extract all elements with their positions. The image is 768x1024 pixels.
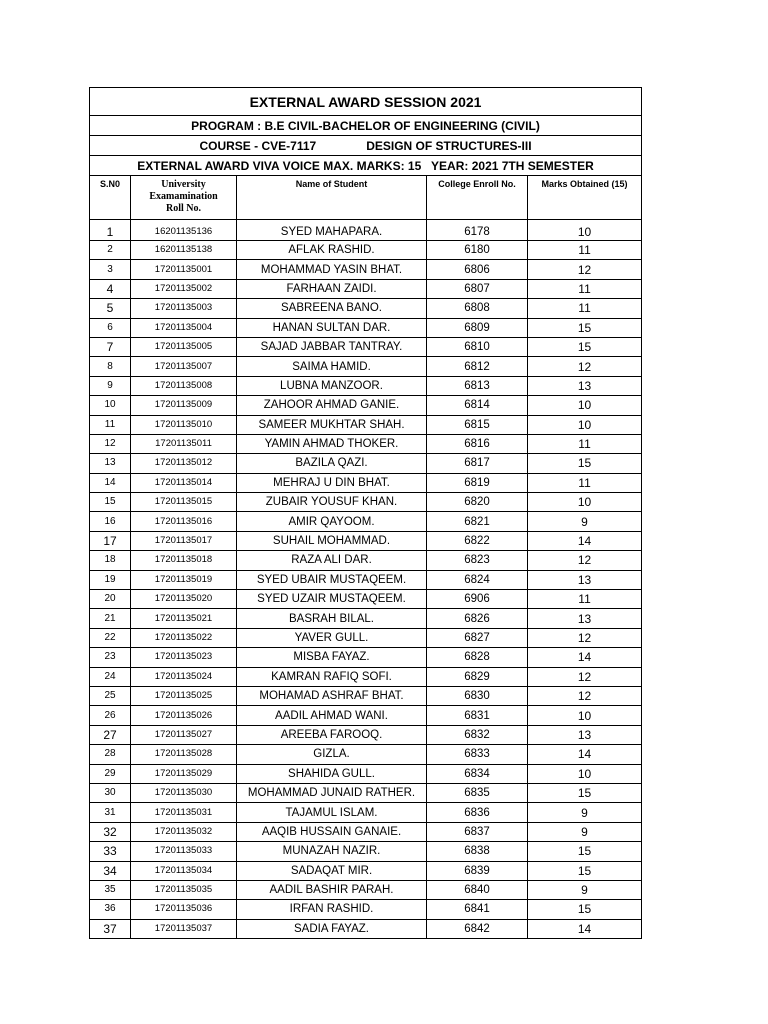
enroll-number-cell: 6829	[427, 667, 528, 686]
marks-cell: 12	[528, 260, 642, 279]
table-row	[90, 454, 642, 473]
marks-cell: 12	[528, 686, 642, 705]
col-name-header: Name of Student	[237, 176, 427, 220]
table-row	[90, 783, 642, 802]
course-line	[90, 136, 642, 156]
roll-number-cell: 17201135008	[131, 376, 237, 395]
roll-number-cell: 17201135005	[131, 337, 237, 356]
enroll-number-cell: 6840	[427, 880, 528, 899]
course-name: DESIGN OF STRUCTURES-III	[366, 138, 532, 153]
table-row	[90, 220, 642, 241]
enroll-number-cell: 6806	[427, 260, 528, 279]
sno-cell: 15	[90, 493, 131, 512]
enroll-number-cell: 6821	[427, 512, 528, 531]
enroll-number-cell: 6833	[427, 745, 528, 764]
table-row	[90, 299, 642, 318]
marks-cell: 10	[528, 764, 642, 783]
roll-number-cell: 17201135022	[131, 628, 237, 647]
student-name-cell: IRFAN RASHID.	[237, 900, 427, 919]
enroll-number-cell: 6837	[427, 822, 528, 841]
student-name-cell: YAVER GULL.	[237, 628, 427, 647]
student-name-cell: MEHRAJ U DIN BHAT.	[237, 473, 427, 492]
student-name-cell: SADAQAT MIR.	[237, 861, 427, 880]
roll-number-cell: 17201135024	[131, 667, 237, 686]
enroll-number-cell: 6817	[427, 454, 528, 473]
student-name-cell: LUBNA MANZOOR.	[237, 376, 427, 395]
marks-cell: 13	[528, 570, 642, 589]
marks-cell: 14	[528, 919, 642, 938]
table-row	[90, 628, 642, 647]
table-row	[90, 512, 642, 531]
student-name-cell: RAZA ALI DAR.	[237, 551, 427, 570]
sno-cell: 4	[90, 279, 131, 298]
student-name-cell: KAMRAN RAFIQ SOFI.	[237, 667, 427, 686]
table-row	[90, 551, 642, 570]
marks-cell: 10	[528, 396, 642, 415]
sno-cell: 9	[90, 376, 131, 395]
enroll-number-cell: 6814	[427, 396, 528, 415]
enroll-number-cell: 6835	[427, 783, 528, 802]
enroll-number-cell: 6831	[427, 706, 528, 725]
table-row	[90, 473, 642, 492]
marks-cell: 11	[528, 434, 642, 453]
marks-cell: 11	[528, 279, 642, 298]
table-row	[90, 260, 642, 279]
enroll-number-cell: 6815	[427, 415, 528, 434]
student-name-cell: MOHAMMAD JUNAID RATHER.	[237, 783, 427, 802]
student-name-cell: AADIL BASHIR PARAH.	[237, 880, 427, 899]
sno-cell: 11	[90, 415, 131, 434]
student-name-cell: BAZILA QAZI.	[237, 454, 427, 473]
sno-cell: 14	[90, 473, 131, 492]
marks-cell: 10	[528, 415, 642, 434]
marks-cell: 15	[528, 900, 642, 919]
viva-line: EXTERNAL AWARD VIVA VOICE MAX. MARKS: 15 YEAR: 2021 7TH SEMESTER	[90, 156, 642, 176]
marks-cell: 12	[528, 667, 642, 686]
roll-number-cell: 17201135002	[131, 279, 237, 298]
marks-cell: 12	[528, 551, 642, 570]
table-row	[90, 357, 642, 376]
roll-number-cell: 17201135007	[131, 357, 237, 376]
sno-cell: 36	[90, 900, 131, 919]
table-row	[90, 590, 642, 609]
student-name-cell: YAMIN AHMAD THOKER.	[237, 434, 427, 453]
marks-cell: 15	[528, 783, 642, 802]
roll-number-cell: 16201135138	[131, 241, 237, 260]
roll-number-cell: 17201135012	[131, 454, 237, 473]
sno-cell: 2	[90, 241, 131, 260]
marks-cell: 13	[528, 725, 642, 744]
student-name-cell: SUHAIL MOHAMMAD.	[237, 531, 427, 550]
student-name-cell: HANAN SULTAN DAR.	[237, 318, 427, 337]
roll-number-cell: 17201135021	[131, 609, 237, 628]
sno-cell: 6	[90, 318, 131, 337]
roll-number-cell: 17201135026	[131, 706, 237, 725]
enroll-number-cell: 6842	[427, 919, 528, 938]
enroll-number-cell: 6834	[427, 764, 528, 783]
table-row	[90, 241, 642, 260]
sno-cell: 16	[90, 512, 131, 531]
enroll-number-cell: 6827	[427, 628, 528, 647]
student-name-cell: MUNAZAH NAZIR.	[237, 842, 427, 861]
marks-cell: 9	[528, 822, 642, 841]
student-name-cell: AFLAK RASHID.	[237, 241, 427, 260]
sno-cell: 10	[90, 396, 131, 415]
table-row	[90, 764, 642, 783]
enroll-number-cell: 6816	[427, 434, 528, 453]
table-row	[90, 686, 642, 705]
roll-number-cell: 17201135019	[131, 570, 237, 589]
enroll-number-cell: 6830	[427, 686, 528, 705]
student-name-cell: AREEBA FAROOQ.	[237, 725, 427, 744]
student-name-cell: SAMEER MUKHTAR SHAH.	[237, 415, 427, 434]
table-row	[90, 648, 642, 667]
marks-cell: 15	[528, 842, 642, 861]
roll-number-cell: 17201135016	[131, 512, 237, 531]
col-roll-header: University Examamination Roll No.	[131, 176, 237, 220]
sno-cell: 33	[90, 842, 131, 861]
roll-number-cell: 17201135010	[131, 415, 237, 434]
student-name-cell: MISBA FAYAZ.	[237, 648, 427, 667]
table-row	[90, 415, 642, 434]
enroll-number-cell: 6809	[427, 318, 528, 337]
table-row	[90, 900, 642, 919]
table-row	[90, 376, 642, 395]
enroll-number-cell: 6841	[427, 900, 528, 919]
table-row	[90, 434, 642, 453]
enroll-number-cell: 6178	[427, 220, 528, 241]
marks-cell: 10	[528, 493, 642, 512]
sno-cell: 12	[90, 434, 131, 453]
roll-number-cell: 17201135011	[131, 434, 237, 453]
student-name-cell: SAJAD JABBAR TANTRAY.	[237, 337, 427, 356]
marks-cell: 15	[528, 318, 642, 337]
roll-number-cell: 17201135003	[131, 299, 237, 318]
sno-cell: 21	[90, 609, 131, 628]
student-name-cell: SADIA FAYAZ.	[237, 919, 427, 938]
enroll-number-cell: 6823	[427, 551, 528, 570]
roll-number-cell: 17201135032	[131, 822, 237, 841]
table-row	[90, 396, 642, 415]
table-row	[90, 880, 642, 899]
table-row	[90, 279, 642, 298]
program-line: PROGRAM : B.E CIVIL-BACHELOR OF ENGINEERING (CIVIL)	[90, 116, 642, 136]
sno-cell: 19	[90, 570, 131, 589]
enroll-number-cell: 6906	[427, 590, 528, 609]
sno-cell: 29	[90, 764, 131, 783]
sno-cell: 28	[90, 745, 131, 764]
enroll-number-cell: 6813	[427, 376, 528, 395]
enroll-number-cell: 6820	[427, 493, 528, 512]
student-name-cell: SYED MAHAPARA.	[237, 220, 427, 241]
sno-cell: 35	[90, 880, 131, 899]
marks-cell: 14	[528, 531, 642, 550]
student-name-cell: FARHAAN ZAIDI.	[237, 279, 427, 298]
document-title: EXTERNAL AWARD SESSION 2021	[90, 88, 642, 116]
table-row	[90, 803, 642, 822]
roll-number-cell: 17201135035	[131, 880, 237, 899]
sno-cell: 22	[90, 628, 131, 647]
student-name-cell: AAQIB HUSSAIN GANAIE.	[237, 822, 427, 841]
table-row	[90, 667, 642, 686]
enroll-number-cell: 6180	[427, 241, 528, 260]
sno-cell: 34	[90, 861, 131, 880]
roll-number-cell: 17201135018	[131, 551, 237, 570]
roll-number-cell: 17201135028	[131, 745, 237, 764]
col-enroll-header: College Enroll No.	[427, 176, 528, 220]
table-row	[90, 570, 642, 589]
enroll-number-cell: 6810	[427, 337, 528, 356]
roll-number-cell: 17201135014	[131, 473, 237, 492]
roll-number-cell: 17201135027	[131, 725, 237, 744]
enroll-number-cell: 6836	[427, 803, 528, 822]
sno-cell: 5	[90, 299, 131, 318]
enroll-number-cell: 6808	[427, 299, 528, 318]
marks-cell: 12	[528, 357, 642, 376]
enroll-number-cell: 6826	[427, 609, 528, 628]
roll-number-cell: 17201135020	[131, 590, 237, 609]
roll-number-cell: 17201135009	[131, 396, 237, 415]
student-name-cell: GIZLA.	[237, 745, 427, 764]
table-row	[90, 493, 642, 512]
student-name-cell: SYED UBAIR MUSTAQEEM.	[237, 570, 427, 589]
marks-cell: 14	[528, 745, 642, 764]
student-name-cell: BASRAH BILAL.	[237, 609, 427, 628]
table-row	[90, 822, 642, 841]
marks-cell: 10	[528, 220, 642, 241]
sno-cell: 26	[90, 706, 131, 725]
roll-number-cell: 17201135004	[131, 318, 237, 337]
sno-cell: 17	[90, 531, 131, 550]
roll-number-cell: 16201135136	[131, 220, 237, 241]
enroll-number-cell: 6838	[427, 842, 528, 861]
sno-cell: 1	[90, 220, 131, 241]
student-name-cell: SYED UZAIR MUSTAQEEM.	[237, 590, 427, 609]
table-row	[90, 318, 642, 337]
marks-cell: 10	[528, 706, 642, 725]
col-marks-header: Marks Obtained (15)	[528, 176, 642, 220]
student-name-cell: ZAHOOR AHMAD GANIE.	[237, 396, 427, 415]
sno-cell: 31	[90, 803, 131, 822]
enroll-number-cell: 6839	[427, 861, 528, 880]
sno-cell: 24	[90, 667, 131, 686]
student-name-cell: MOHAMMAD YASIN BHAT.	[237, 260, 427, 279]
roll-number-cell: 17201135015	[131, 493, 237, 512]
marks-cell: 15	[528, 454, 642, 473]
sno-cell: 13	[90, 454, 131, 473]
sno-cell: 32	[90, 822, 131, 841]
student-name-cell: TAJAMUL ISLAM.	[237, 803, 427, 822]
enroll-number-cell: 6822	[427, 531, 528, 550]
table-row	[90, 531, 642, 550]
roll-number-cell: 17201135017	[131, 531, 237, 550]
enroll-number-cell: 6824	[427, 570, 528, 589]
roll-number-cell: 17201135037	[131, 919, 237, 938]
course-code: COURSE - CVE-7117	[199, 138, 317, 153]
sno-cell: 7	[90, 337, 131, 356]
sno-cell: 18	[90, 551, 131, 570]
marks-cell: 9	[528, 880, 642, 899]
roll-number-cell: 17201135025	[131, 686, 237, 705]
table-row	[90, 842, 642, 861]
table-row	[90, 861, 642, 880]
table-row	[90, 609, 642, 628]
student-name-cell: AADIL AHMAD WANI.	[237, 706, 427, 725]
roll-number-cell: 17201135001	[131, 260, 237, 279]
table-row	[90, 725, 642, 744]
marks-cell: 15	[528, 337, 642, 356]
roll-number-cell: 17201135033	[131, 842, 237, 861]
sno-cell: 20	[90, 590, 131, 609]
sno-cell: 25	[90, 686, 131, 705]
sno-cell: 27	[90, 725, 131, 744]
sno-cell: 8	[90, 357, 131, 376]
award-table	[89, 87, 642, 939]
roll-number-cell: 17201135023	[131, 648, 237, 667]
table-row	[90, 706, 642, 725]
student-name-cell: MOHAMAD ASHRAF BHAT.	[237, 686, 427, 705]
roll-number-cell: 17201135031	[131, 803, 237, 822]
marks-cell: 13	[528, 376, 642, 395]
sno-cell: 23	[90, 648, 131, 667]
table-row	[90, 919, 642, 938]
sno-cell: 37	[90, 919, 131, 938]
student-rows	[90, 220, 642, 939]
marks-cell: 9	[528, 803, 642, 822]
marks-cell: 11	[528, 590, 642, 609]
sno-cell: 30	[90, 783, 131, 802]
marks-cell: 11	[528, 473, 642, 492]
marks-cell: 14	[528, 648, 642, 667]
roll-number-cell: 17201135030	[131, 783, 237, 802]
marks-cell: 11	[528, 299, 642, 318]
marks-cell: 13	[528, 609, 642, 628]
marks-cell: 9	[528, 512, 642, 531]
roll-number-cell: 17201135034	[131, 861, 237, 880]
enroll-number-cell: 6807	[427, 279, 528, 298]
marks-cell: 15	[528, 861, 642, 880]
enroll-number-cell: 6832	[427, 725, 528, 744]
enroll-number-cell: 6828	[427, 648, 528, 667]
marks-cell: 12	[528, 628, 642, 647]
enroll-number-cell: 6819	[427, 473, 528, 492]
student-name-cell: AMIR QAYOOM.	[237, 512, 427, 531]
table-row	[90, 745, 642, 764]
roll-number-cell: 17201135029	[131, 764, 237, 783]
column-header-row	[90, 176, 642, 220]
table-row	[90, 337, 642, 356]
student-name-cell: SAIMA HAMID.	[237, 357, 427, 376]
roll-number-cell: 17201135036	[131, 900, 237, 919]
marks-cell: 11	[528, 241, 642, 260]
student-name-cell: ZUBAIR YOUSUF KHAN.	[237, 493, 427, 512]
col-sno-header: S.N0	[90, 176, 131, 220]
enroll-number-cell: 6812	[427, 357, 528, 376]
student-name-cell: SABREENA BANO.	[237, 299, 427, 318]
student-name-cell: SHAHIDA GULL.	[237, 764, 427, 783]
sno-cell: 3	[90, 260, 131, 279]
